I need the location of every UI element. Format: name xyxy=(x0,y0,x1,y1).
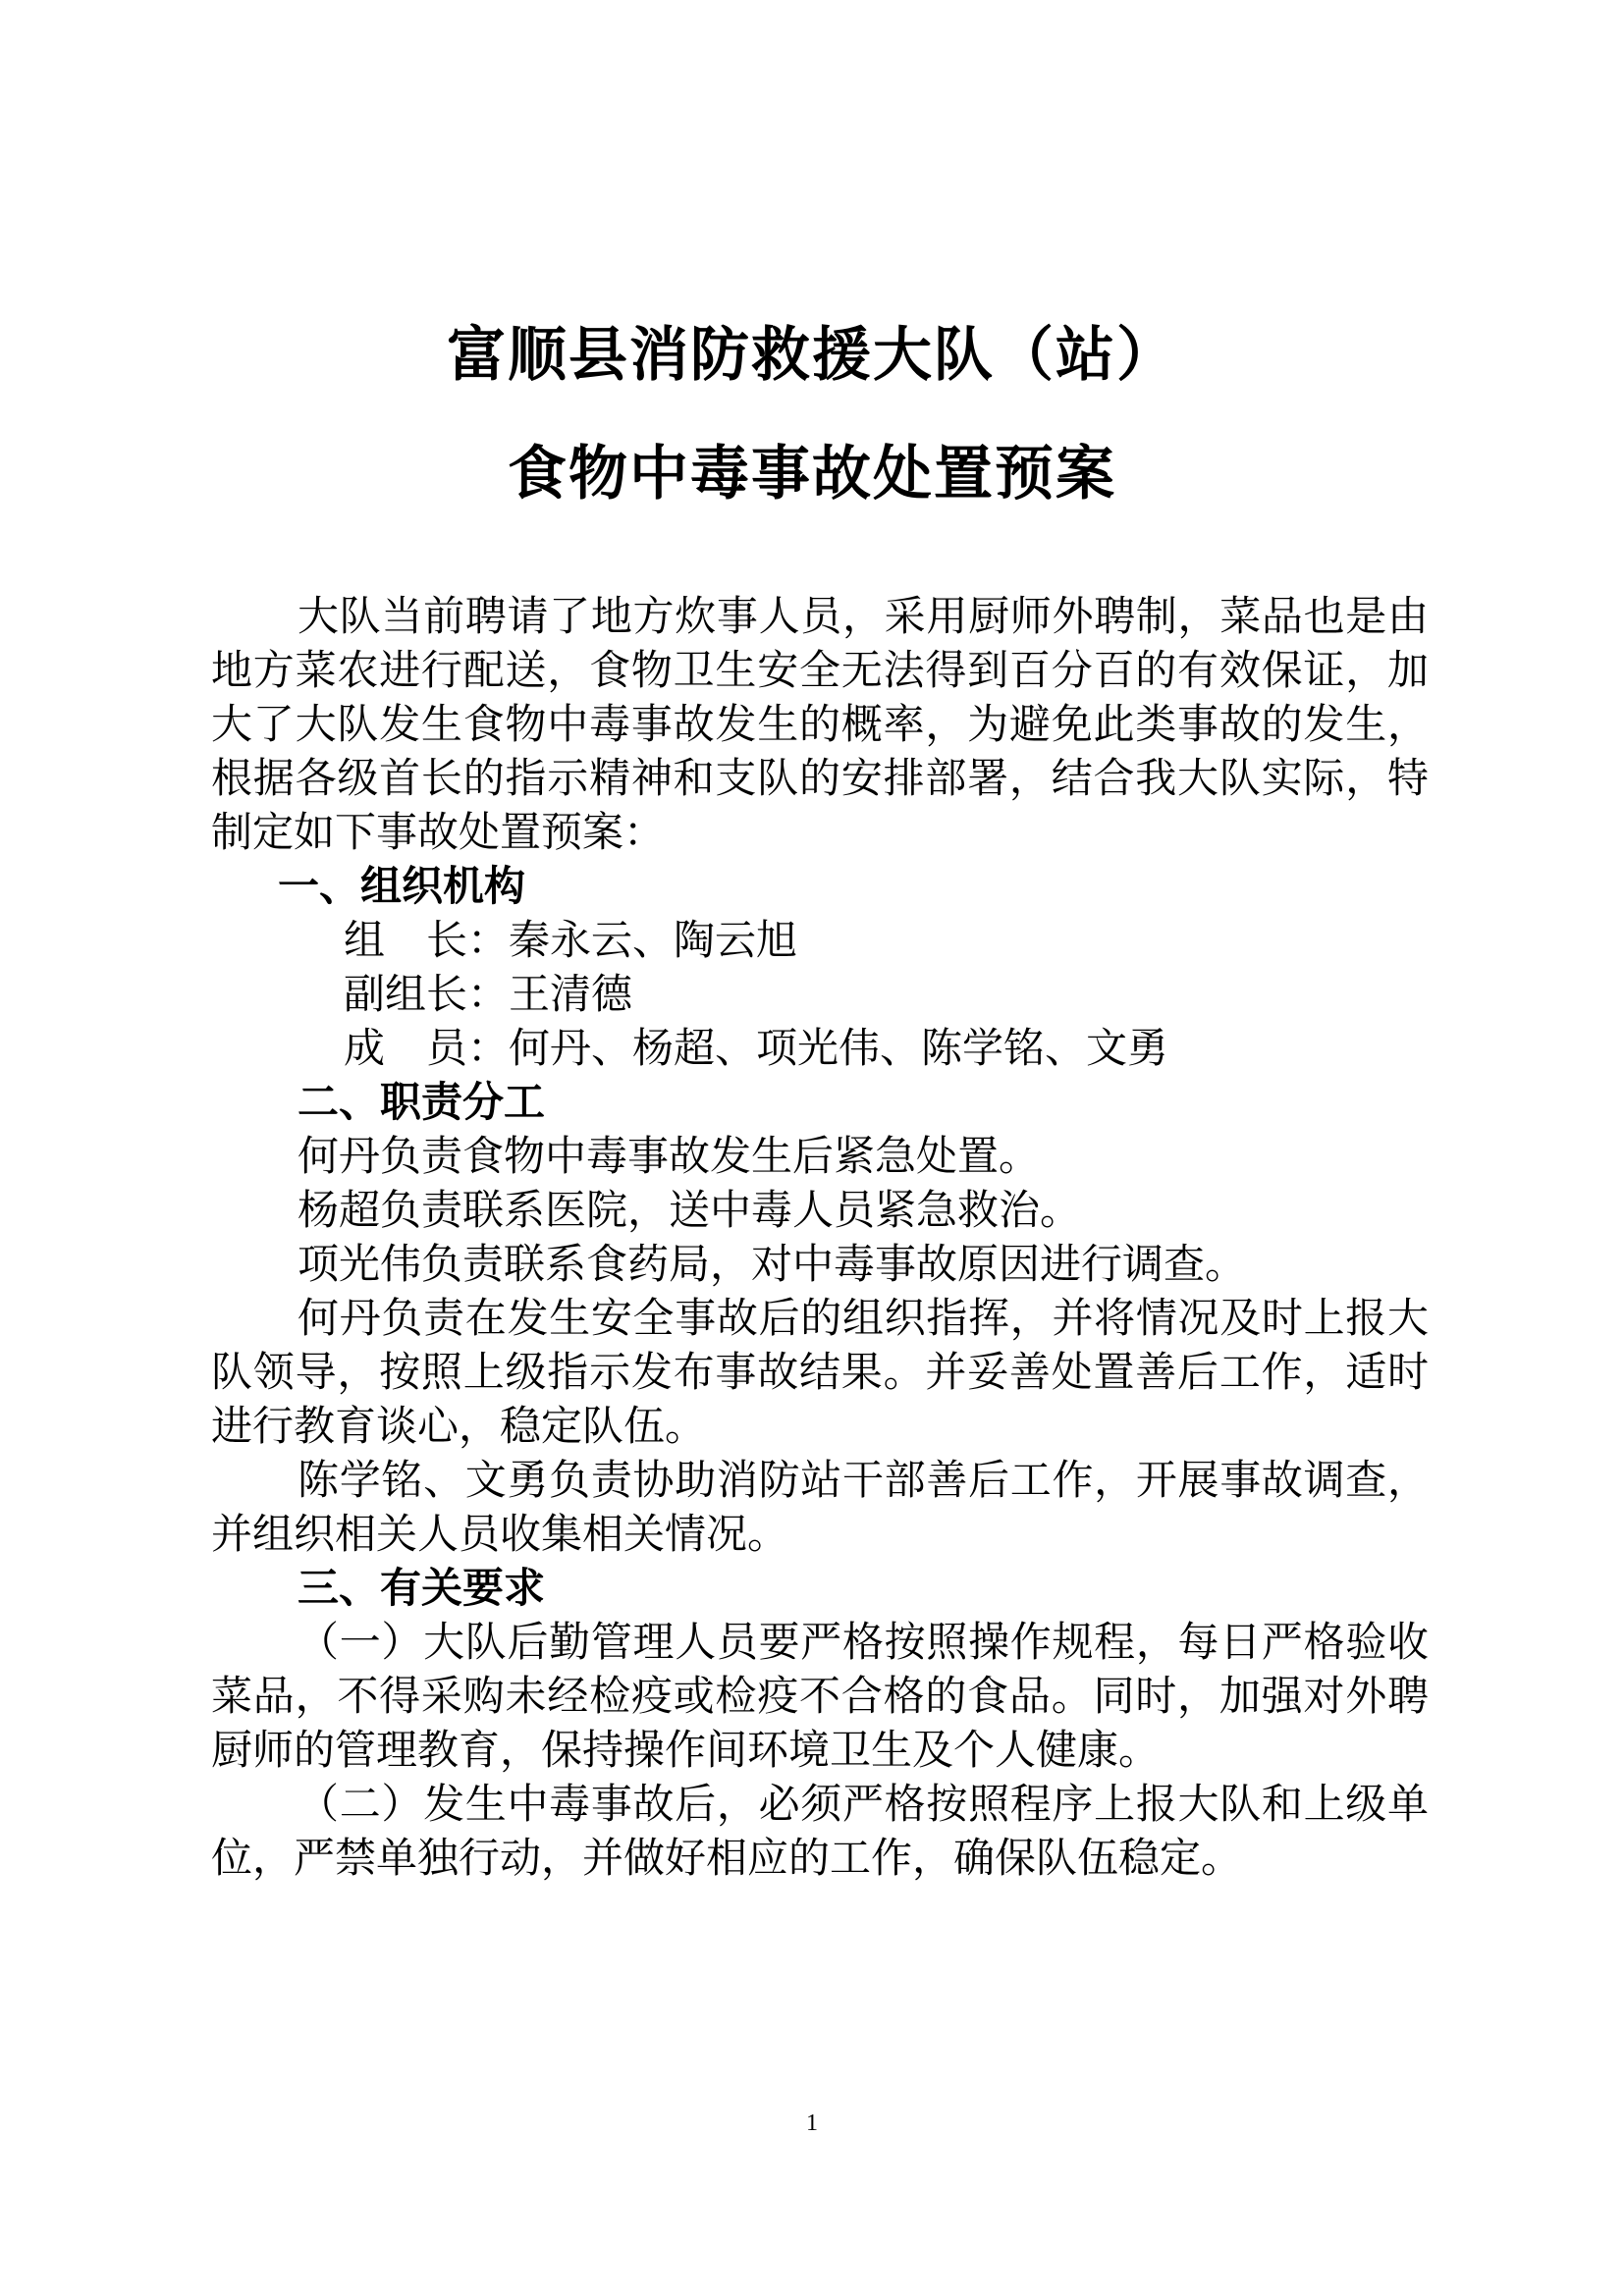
duty-paragraph: 项光伟负责联系食药局，对中毒事故原因进行调查。 xyxy=(298,1240,1247,1288)
duty-paragraph: 何丹负责食物中毒事故发生后紧急处置。 xyxy=(298,1132,1041,1180)
duty-paragraph: 杨超负责联系医院，送中毒人员紧急救治。 xyxy=(298,1186,1082,1234)
requirement-paragraph: （一）大队后勤管理人员要严格按照操作规程，每日严格验收菜品，不得采购未经检疫或检疫不合格的食品。同时，加强对外聘厨师的管理教育，保持操作间环境卫生及个人健康。 xyxy=(211,1618,1429,1774)
duty-paragraph: 陈学铭、文勇负责协助消防站干部善后工作，开展事故调查，并组织相关人员收集相关情况。 xyxy=(211,1456,1429,1558)
document-body xyxy=(211,589,1429,1885)
requirement-paragraph: （二）发生中毒事故后，必须严格按照程序上报大队和上级单位，严禁单独行动，并做好相应的工作，确保队伍稳定。 xyxy=(211,1780,1429,1882)
document-title-line2: 食物中毒事故处置预案 xyxy=(508,440,1116,508)
member-line-members: 成 员：何丹、杨超、项光伟、陈学铭、文勇 xyxy=(344,1024,1169,1072)
member-line-deputy: 副组长：王清德 xyxy=(344,970,633,1018)
section-heading-requirements: 三、有关要求 xyxy=(298,1564,546,1612)
document-title-line1: 富顺县消防救援大队（站） xyxy=(447,321,1177,390)
duty-paragraph: 何丹负责在发生安全事故后的组织指挥，并将情况及时上报大队领导，按照上级指示发布事故结果。并妥善处置善后工作，适时进行教育谈心，稳定队伍。 xyxy=(211,1294,1429,1450)
page-number: 1 xyxy=(806,2110,818,2136)
section-heading-organization: 一、组织机构 xyxy=(278,862,526,910)
section-heading-duties: 二、职责分工 xyxy=(298,1078,546,1126)
intro-paragraph: 大队当前聘请了地方炊事人员，采用厨师外聘制，菜品也是由地方菜农进行配送，食物卫生安全无法得到百分百的有效保证，加大了大队发生食物中毒事故发生的概率，为避免此类事故的发生，根据各级首长的指示精神和支队的安排部署，结合我大队实际，特制定如下事故处置预案： xyxy=(211,592,1429,856)
member-line-leader: 组 长：秦永云、陶云旭 xyxy=(344,916,798,964)
